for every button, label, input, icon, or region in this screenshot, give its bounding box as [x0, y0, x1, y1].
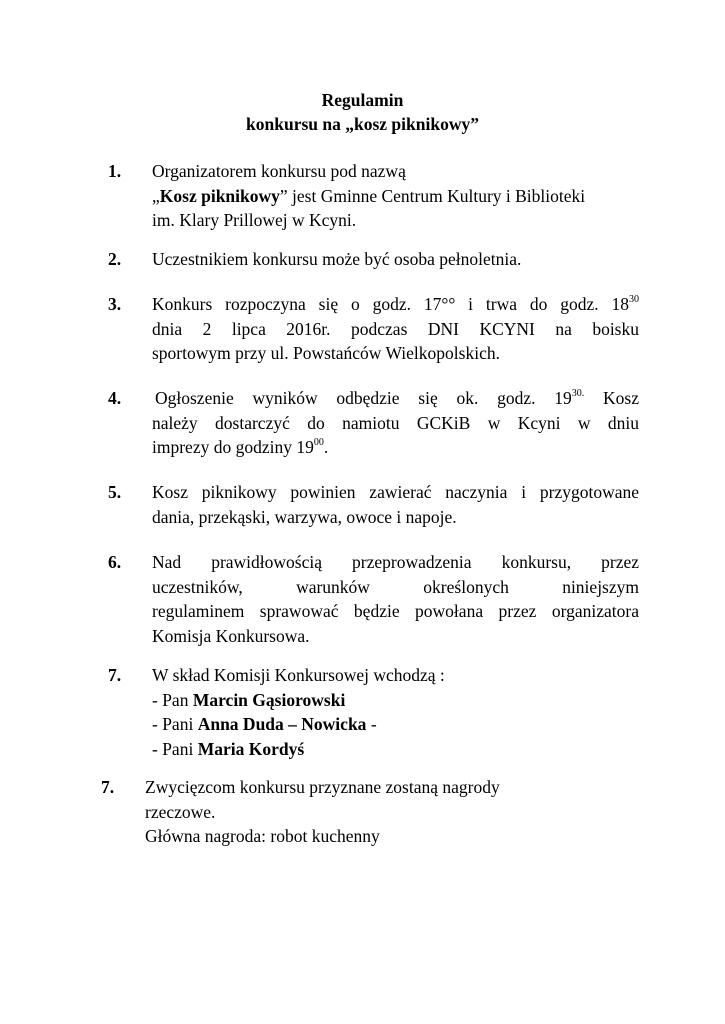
rule-number: 4.: [108, 388, 122, 408]
committee-member: - Pani Anna Duda – Nowicka -: [152, 714, 377, 734]
rule-number: 2.: [108, 249, 122, 269]
document-title: Regulamin: [321, 90, 404, 110]
rule-text: Uczestnikiem konkursu może być osoba pełnoletnia.: [152, 249, 522, 269]
rule-text: Konkurs rozpoczyna się o godz. 17°° i trwa do godz. $18^{30}$ dnia 2 lipca 2016r. podczas DNI KCYNI na boisku sportowym przy ul. Powstańców Wielkopolskich.: [152, 294, 639, 363]
rule-text: Nad prawidłowością przeprowadzenia konkursu, przez uczestników, warunków określonych niniejszym regulaminem sprawować będzie powołana przez organizatora Komisja Konkursowa.: [152, 552, 639, 646]
committee-member: - Pani Maria Kordyś: [152, 738, 305, 759]
rule-number: 5.: [108, 482, 122, 502]
document-subtitle: konkursu na „kosz piknikowy”: [246, 114, 479, 134]
rule-number: 6.: [108, 552, 122, 572]
main-prize: Główna nagroda: robot kuchenny: [145, 826, 380, 846]
committee-member: - Pan Marcin Gąsiorowski: [152, 689, 346, 710]
rule-number: 1.: [108, 161, 122, 181]
rule-text: Ogłoszenie wyników odbędzie się ok. godz. $19^{30.}$ Kosz należy dostarczyć do namiotu GCKiB w Kcyni w dniu imprezy do godziny $19^{00}$.: [152, 388, 640, 457]
rule-text: Zwycięzcom konkursu przyznane zostaną nagrody rzeczowe. Główna nagroda: robot kuchenny: [145, 775, 565, 849]
rule-text: W skład Komisji Konkursowej wchodzą : - Pan Marcin Gąsiorowski - Pani Anna Duda – Nowicka - - Pani Maria Kordyś: [152, 663, 639, 761]
rule-number: 7.: [101, 777, 115, 797]
rule-text: Organizatorem konkursu pod nazwą „Kosz piknikowy” jest Gminne Centrum Kultury i Biblioteki im. Klary Prillowej w Kcyni.: [152, 161, 586, 230]
contest-name: Kosz piknikowy: [159, 185, 280, 206]
rule-text: Kosz piknikowy powinien zawierać naczynia i przygotowane dania, przekąski, warzywa, owoce i napoje.: [152, 482, 639, 527]
rule-number: 7.: [108, 665, 122, 685]
rule-number: 3.: [108, 294, 122, 314]
